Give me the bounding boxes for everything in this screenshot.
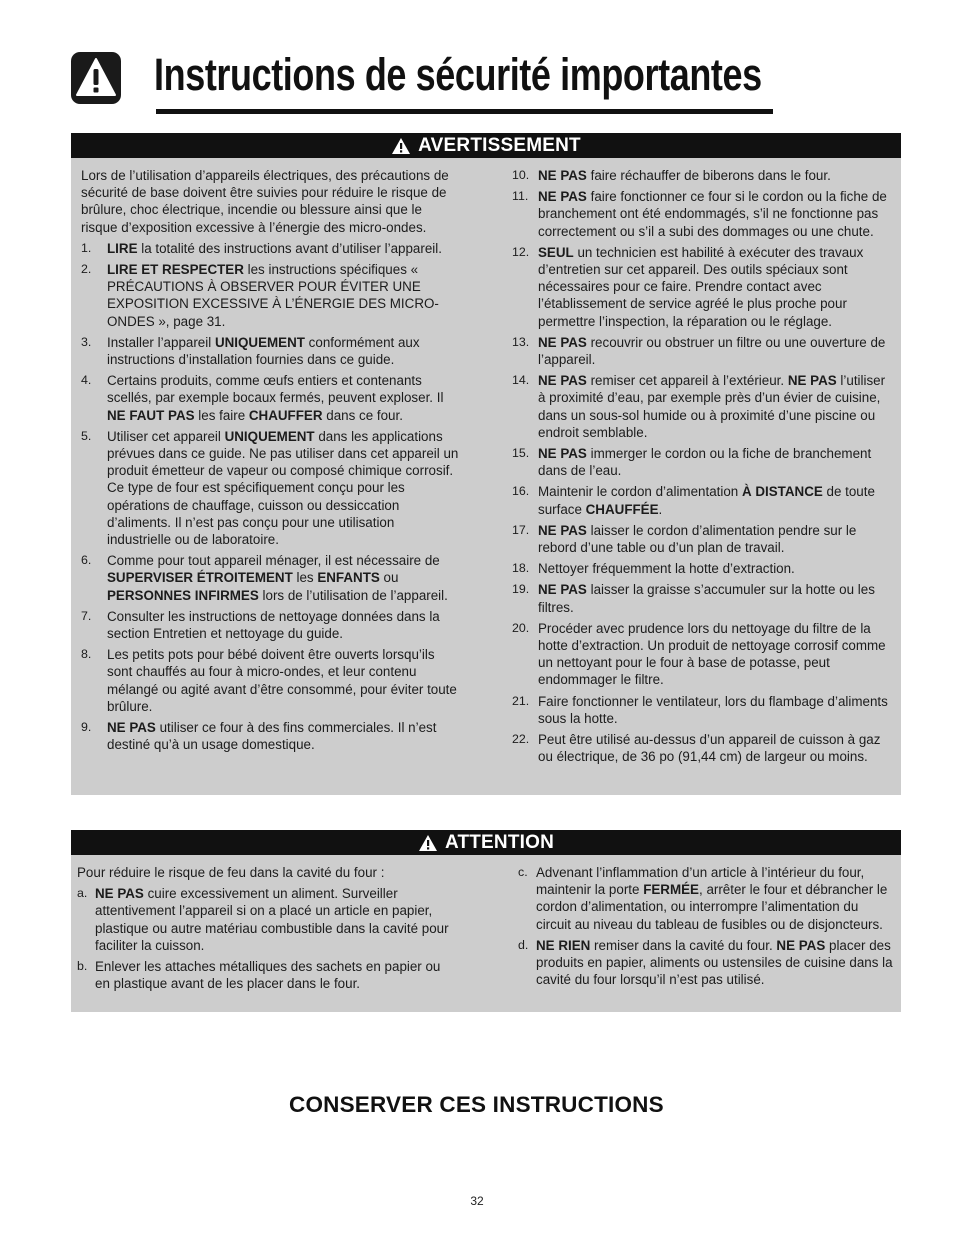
list-item [81, 240, 461, 257]
emphasis-text: NE PAS [107, 720, 156, 736]
warning-panel [71, 133, 901, 795]
page-title: Instructions de sécurité importantes [154, 49, 762, 100]
list-item [77, 958, 452, 992]
list-item-number: 9. [81, 720, 92, 735]
emphasis-text: NE PAS [95, 886, 144, 902]
list-item-number: c. [518, 865, 528, 879]
list-item-number: 13. [512, 334, 530, 349]
list-item [512, 244, 892, 330]
emphasis-text: LIRE [107, 240, 138, 256]
list-item [518, 864, 895, 933]
warning-triangle-icon [70, 51, 122, 105]
list-item [81, 552, 461, 604]
list-item [512, 334, 892, 368]
save-instructions-heading: CONSERVER CES INSTRUCTIONS [289, 1092, 664, 1117]
item-text: la totalité des instructions avant d’utiliser l’appareil. [137, 240, 442, 256]
warning-triangle-icon [418, 834, 438, 852]
item-text: Nettoyer fréquemment la hotte d’extraction. [538, 561, 795, 577]
caution-right-column [518, 864, 895, 992]
emphasis-text: UNIQUEMENT [224, 428, 315, 444]
list-item-number: 20. [512, 620, 530, 635]
emphasis-text: LIRE ET RESPECTER [107, 262, 244, 278]
item-text: ou [379, 570, 399, 586]
item-text: recouvrir ou obstruer un filtre ou une ouverture de l’appareil. [538, 334, 886, 368]
emphasis-text: NE PAS [538, 522, 587, 538]
list-item [512, 560, 892, 577]
caution-list-right [518, 864, 895, 988]
emphasis-text: SEUL [538, 244, 574, 260]
list-item [512, 522, 892, 556]
emphasis-text: NE PAS [538, 582, 587, 598]
item-text: remiser dans la cavité du four. [590, 937, 777, 953]
item-text: utiliser ce four à des fins commerciales. Il n’est destiné qu’à un usage domestique. [107, 720, 437, 753]
item-text: Advenant l’inflammation d’un article à l’intérieur du four, maintenir la porte [536, 865, 865, 898]
list-item [512, 167, 892, 184]
item-text: laisser la graisse s’accumuler sur la hotte ou les filtres. [538, 582, 875, 615]
item-text: conformément aux instructions d’installation fournies dans ce guide. [107, 334, 420, 368]
list-item-number: 15. [512, 446, 530, 461]
item-text: , arrêter le four et débrancher le cordon d’alimentation, ou interrompre l’alimentation du circuit au niveau du tableau de fusibles ou de disjoncteurs. [536, 882, 888, 932]
list-item-number: 14. [512, 373, 530, 388]
caution-header-label: ATTENTION [444, 831, 555, 853]
item-text: de toute surface [538, 484, 875, 517]
item-text: faire fonctionner ce four si le cordon ou la fiche de branchement ont été endommagés, s’il ne fonctionne pas correctement ou s’il a subi des dommages ou une chute. [538, 189, 887, 239]
list-item-number: 1. [81, 240, 92, 255]
list-item-number: 10. [512, 168, 530, 182]
item-text: placer des produits en papier, aliments ou ustensiles de cuisine dans la cavité du four lorsqu’il n’est pas utilisé. [536, 937, 893, 988]
item-text: Les petits pots pour bébé doivent être ouverts lorsqu’ils sont chauffés au four à micro-ondes, et leur contenu mélangé ou agité avant d’être consommé, pour éviter toute brûlure. [107, 647, 457, 714]
list-item-number: 8. [81, 647, 92, 662]
list-item-number: 22. [512, 732, 530, 747]
item-text: Procéder avec prudence lors du nettoyage du filtre de la hotte d’extraction. Un produit de nettoyage corrosif comme un nettoyant pour le four à base de potasse, peut endommager le filtre. [538, 620, 886, 688]
warning-list-left [81, 240, 461, 754]
list-item [512, 372, 892, 441]
emphasis-text: NE PAS [776, 937, 826, 953]
emphasis-text: FERMÉE [643, 882, 699, 898]
list-item-number: 5. [81, 428, 92, 443]
item-text: Installer l’appareil [107, 334, 215, 350]
page-number: 32 [470, 1194, 484, 1208]
emphasis-text: CHAUFFER [248, 407, 323, 423]
list-item-number: 7. [81, 608, 92, 623]
emphasis-text: NE PAS [538, 334, 587, 350]
emphasis-text: NE PAS [787, 373, 837, 389]
list-item [512, 581, 892, 615]
list-item-number: 6. [81, 553, 92, 568]
item-text: Utiliser cet appareil [107, 428, 225, 444]
list-item-number: 16. [512, 484, 530, 499]
list-item-number: a. [77, 886, 88, 901]
emphasis-text: SUPERVISER ÉTROITEMENT [107, 570, 293, 586]
caution-panel [71, 830, 901, 1012]
item-text: dans les applications prévues dans ce guide. Ne pas utiliser dans cet appareil un produit émetteur de vapeur ou composé chimique corrosif. Ce type de four est spécifiquement conçu pour les opérations de chauffage, cuisson ou dessiccation d’aliments. Il n’est pas conçu pour une utilisation industrielle ou de laboratoire. [107, 428, 459, 548]
caution-left-column [77, 864, 452, 996]
list-item [512, 693, 892, 727]
item-text: Enlever les attaches métalliques des sachets en papier ou en plastique avant de les placer dans le four. [95, 959, 441, 992]
item-text: l’utiliser à proximité d’eau, par exemple près d’un évier de cuisine, dans un sous-sol humide ou à proximité d’une piscine ou endroit semblable. [538, 373, 886, 440]
list-item [81, 719, 461, 753]
title-rule [156, 109, 773, 114]
list-item [512, 188, 892, 240]
item-text: Consulter les instructions de nettoyage données dans la section Entretien et nettoyage du guide. [107, 608, 440, 642]
item-text: Comme pour tout appareil ménager, il est nécessaire de [107, 553, 440, 569]
emphasis-text: NE RIEN [536, 937, 591, 953]
item-text: Maintenir le cordon d’alimentation [538, 484, 742, 500]
item-text: Certains produits, comme œufs entiers et contenants scellés, par exemple bocaux fermés, peuvent exploser. Il [107, 373, 444, 406]
list-item-number: 17. [512, 522, 530, 537]
list-item [81, 261, 461, 330]
emphasis-text: CHAUFFÉE [585, 501, 659, 517]
item-text: laisser le cordon d’alimentation pendre sur le rebord d’une table ou d’un plan de travail. [538, 522, 857, 556]
warning-list-right [512, 167, 892, 766]
item-text: cuire excessivement un aliment. Surveiller attentivement l’appareil si on a placé un article en papier, plastique ou autre matériau combustible dans la cavité pour faciliter la cuisson. [95, 886, 449, 953]
item-text: lors de l’utilisation de l’appareil. [258, 587, 448, 603]
list-item-number: d. [518, 937, 529, 952]
emphasis-text: PERSONNES INFIRMES [107, 587, 259, 603]
list-item-number: b. [77, 959, 88, 974]
item-text: immerger le cordon ou la fiche de branchement dans de l’eau. [538, 446, 872, 479]
emphasis-text: UNIQUEMENT [214, 334, 305, 350]
caution-intro: Pour réduire le risque de feu dans la cavité du four : [77, 865, 385, 880]
emphasis-text: NE PAS [538, 373, 587, 389]
warning-header-label: AVERTISSEMENT [418, 134, 581, 156]
item-text: remiser cet appareil à l’extérieur. [586, 373, 788, 389]
list-item [81, 428, 461, 548]
list-item-number: 3. [81, 334, 92, 349]
caution-list-left [77, 885, 452, 992]
item-text: Faire fonctionner le ventilateur, lors du flambage d’aliments sous la hotte. [538, 693, 888, 726]
item-text: dans ce four. [322, 407, 403, 423]
list-item [512, 731, 892, 765]
list-item [81, 334, 461, 368]
list-item [81, 646, 461, 715]
item-text: . [658, 501, 663, 517]
item-text: faire réchauffer de biberons dans le four. [586, 168, 831, 183]
list-item-number: 12. [512, 244, 530, 259]
item-text: les [292, 570, 318, 586]
item-text: Peut être utilisé au-dessus d’un appareil de cuisson à gaz ou électrique, de 36 po (91,44 cm) de largeur ou moins. [538, 732, 881, 765]
emphasis-text: NE PAS [538, 446, 587, 462]
list-item [81, 608, 461, 642]
emphasis-text: NE PAS [538, 168, 587, 183]
list-item [512, 483, 892, 517]
list-item-number: 18. [512, 561, 530, 576]
list-item [512, 445, 892, 479]
item-text: les faire [194, 407, 249, 423]
emphasis-text: NE FAUT PAS [107, 407, 195, 423]
warning-intro: Lors de l’utilisation d’appareils électriques, des précautions de sécurité de base doivent être suivies pour réduire le risque de brûlure, choc électrique, incendie ou blessure ainsi que le risque d’exposition excessive à l’énergie des micro-ondes. [81, 168, 449, 235]
warning-header [71, 133, 901, 158]
emphasis-text: À DISTANCE [741, 484, 823, 500]
warning-triangle-icon [391, 137, 411, 155]
list-item [81, 372, 461, 424]
item-text: un technicien est habilité à exécuter des travaux d’entretien sur cet appareil. Des outils spéciaux sont nécessaires pour ce faire. Prendre contact avec l’établissement de service agréé le plus proche pour permettre l’inspection, la réparation ou le réglage. [538, 244, 864, 329]
list-item-number: 21. [512, 693, 530, 708]
emphasis-text: ENFANTS [317, 570, 380, 586]
warning-left-column [81, 167, 461, 758]
list-item [518, 937, 895, 989]
caution-header [71, 830, 901, 855]
list-item [77, 885, 452, 954]
warning-right-column [512, 167, 892, 770]
list-item-number: 2. [81, 262, 92, 277]
list-item-number: 11. [512, 189, 529, 204]
list-item [512, 620, 892, 689]
item-text: les instructions spécifiques « PRÉCAUTIONS À OBSERVER POUR ÉVITER UNE EXPOSITION EXCESSIVE À L’ÉNERGIE DES MICRO-ONDES », page 31. [107, 262, 439, 329]
list-item-number: 4. [81, 373, 92, 388]
list-item-number: 19. [512, 582, 530, 597]
emphasis-text: NE PAS [538, 189, 587, 205]
